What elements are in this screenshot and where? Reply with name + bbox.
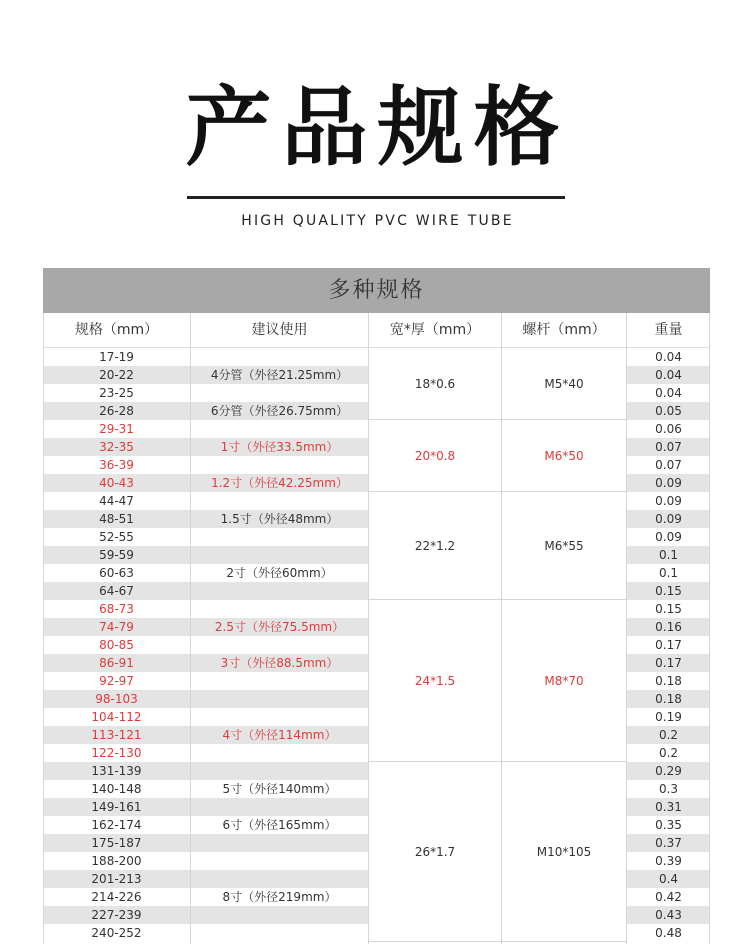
spec-cell: 131-139 — [91, 764, 142, 778]
use-cell — [191, 834, 368, 852]
spec-cell: 98-103 — [95, 692, 138, 706]
weight-cell: 0.37 — [655, 836, 682, 850]
screw-cell: M6*50 — [544, 448, 584, 463]
spec-cell: 188-200 — [91, 854, 142, 868]
width-thickness-cell: 26*1.7 — [414, 844, 456, 859]
weight-cell: 0.07 — [655, 440, 682, 454]
spec-cell: 60-63 — [99, 566, 134, 580]
merged-group — [369, 492, 626, 600]
weight-cell: 0.29 — [655, 764, 682, 778]
spec-cell: 201-213 — [91, 872, 142, 886]
spec-cell: 240-252 — [91, 926, 142, 940]
use-cell — [191, 456, 368, 474]
weight-cell: 0.35 — [655, 818, 682, 832]
use-cell — [191, 924, 368, 942]
merged-group — [369, 600, 626, 762]
spec-cell: 32-35 — [99, 440, 134, 454]
spec-cell: 122-130 — [91, 746, 142, 760]
weight-cell: 0.04 — [655, 386, 682, 400]
table-banner: 多种规格 — [43, 268, 710, 313]
use-cell: 6分管（外径26.75mm） — [210, 404, 349, 418]
weight-cell: 0.09 — [655, 512, 682, 526]
spec-cell: 227-239 — [91, 908, 142, 922]
weight-cell: 0.31 — [655, 800, 682, 814]
use-cell — [191, 582, 368, 600]
spec-cell: 86-91 — [99, 656, 134, 670]
use-cell — [191, 348, 368, 366]
spec-cell: 26-28 — [99, 404, 134, 418]
screw-cell: M8*70 — [544, 673, 584, 688]
spec-cell: 214-226 — [91, 890, 142, 904]
weight-cell: 0.3 — [658, 782, 679, 796]
width-thickness-cell: 24*1.5 — [414, 673, 456, 688]
weight-cell: 0.2 — [658, 728, 679, 742]
spec-cell: 36-39 — [99, 458, 134, 472]
weight-cell: 0.07 — [655, 458, 682, 472]
spec-cell: 17-19 — [99, 350, 134, 364]
spec-cell: 68-73 — [99, 602, 134, 616]
title-divider — [187, 196, 565, 199]
use-cell — [191, 798, 368, 816]
weight-cell: 0.09 — [655, 476, 682, 490]
weight-cell: 0.15 — [655, 584, 682, 598]
use-cell: 1.2寸（外径42.25mm） — [211, 476, 348, 490]
use-cell: 2.5寸（外径75.5mm） — [214, 620, 345, 634]
use-cell — [191, 906, 368, 924]
spec-cell: 104-112 — [91, 710, 142, 724]
column-header-width-thickness: 宽*厚（mm） — [389, 322, 481, 338]
spec-cell: 44-47 — [99, 494, 134, 508]
weight-cell: 0.06 — [655, 422, 682, 436]
weight-cell: 0.16 — [655, 620, 682, 634]
use-cell: 1寸（外径33.5mm） — [220, 440, 339, 454]
column-divider — [501, 313, 502, 944]
weight-cell: 0.1 — [658, 566, 679, 580]
spec-cell: 140-148 — [91, 782, 142, 796]
use-cell: 4分管（外径21.25mm） — [210, 368, 349, 382]
column-header-weight: 重量 — [654, 322, 683, 338]
use-cell: 2寸（外径60mm） — [226, 566, 333, 580]
table-header — [43, 313, 710, 348]
weight-cell: 0.18 — [655, 692, 682, 706]
use-cell: 4寸（外径114mm） — [222, 728, 337, 742]
use-cell — [191, 762, 368, 780]
screw-cell: M5*40 — [544, 376, 584, 391]
weight-cell: 0.18 — [655, 674, 682, 688]
spec-cell: 113-121 — [91, 728, 142, 742]
weight-cell: 0.09 — [655, 494, 682, 508]
spec-cell: 80-85 — [99, 638, 134, 652]
screw-cell: M10*105 — [536, 844, 592, 859]
screw-cell: M6*55 — [544, 538, 584, 553]
page-subtitle: HIGH QUALITY PVC WIRE TUBE — [241, 213, 514, 229]
weight-cell: 0.05 — [655, 404, 682, 418]
spec-cell: 40-43 — [99, 476, 134, 490]
use-cell — [191, 672, 368, 690]
use-cell: 1.5寸（外径48mm） — [220, 512, 339, 526]
merged-group — [369, 420, 626, 492]
table-border-left — [43, 313, 44, 944]
weight-cell: 0.19 — [655, 710, 682, 724]
merged-group — [369, 348, 626, 420]
column-header-use: 建议使用 — [251, 322, 308, 338]
use-cell — [191, 708, 368, 726]
weight-cell: 0.2 — [658, 746, 679, 760]
use-cell — [191, 384, 368, 402]
page-title: 产品规格 — [185, 78, 570, 178]
weight-cell: 0.17 — [655, 638, 682, 652]
use-cell — [191, 492, 368, 510]
spec-cell: 74-79 — [99, 620, 134, 634]
spec-cell: 92-97 — [99, 674, 134, 688]
weight-cell: 0.39 — [655, 854, 682, 868]
use-cell — [191, 744, 368, 762]
weight-cell: 0.17 — [655, 656, 682, 670]
width-thickness-cell: 22*1.2 — [414, 538, 456, 553]
column-header-spec: 规格（mm） — [74, 322, 159, 338]
use-cell — [191, 600, 368, 618]
spec-cell: 162-174 — [91, 818, 142, 832]
use-cell — [191, 636, 368, 654]
weight-cell: 0.09 — [655, 530, 682, 544]
weight-cell: 0.42 — [655, 890, 682, 904]
spec-cell: 23-25 — [99, 386, 134, 400]
spec-cell: 52-55 — [99, 530, 134, 544]
width-thickness-cell: 20*0.8 — [414, 448, 456, 463]
merged-group — [369, 762, 626, 942]
use-cell — [191, 528, 368, 546]
weight-cell: 0.15 — [655, 602, 682, 616]
use-cell: 3寸（外径88.5mm） — [220, 656, 339, 670]
spec-cell: 149-161 — [91, 800, 142, 814]
use-cell: 5寸（外径140mm） — [222, 782, 337, 796]
spec-table — [43, 268, 710, 944]
use-cell: 6寸（外径165mm） — [222, 818, 337, 832]
spec-cell: 29-31 — [99, 422, 134, 436]
table-border-right — [709, 313, 710, 944]
weight-cell: 0.1 — [658, 548, 679, 562]
weight-cell: 0.4 — [658, 872, 679, 886]
use-cell: 8寸（外径219mm） — [222, 890, 337, 904]
use-cell — [191, 870, 368, 888]
column-header-screw: 螺杆（mm） — [522, 322, 606, 338]
column-divider — [626, 313, 627, 944]
spec-cell: 64-67 — [99, 584, 134, 598]
weight-cell: 0.43 — [655, 908, 682, 922]
column-divider — [368, 313, 369, 944]
spec-cell: 48-51 — [99, 512, 134, 526]
use-cell — [191, 546, 368, 564]
column-divider — [190, 313, 191, 944]
use-cell — [191, 852, 368, 870]
spec-cell: 20-22 — [99, 368, 134, 382]
spec-cell: 175-187 — [91, 836, 142, 850]
use-cell — [191, 420, 368, 438]
weight-cell: 0.48 — [655, 926, 682, 940]
spec-cell: 59-59 — [99, 548, 134, 562]
use-cell — [191, 690, 368, 708]
weight-cell: 0.04 — [655, 350, 682, 364]
weight-cell: 0.04 — [655, 368, 682, 382]
width-thickness-cell: 18*0.6 — [414, 376, 456, 391]
